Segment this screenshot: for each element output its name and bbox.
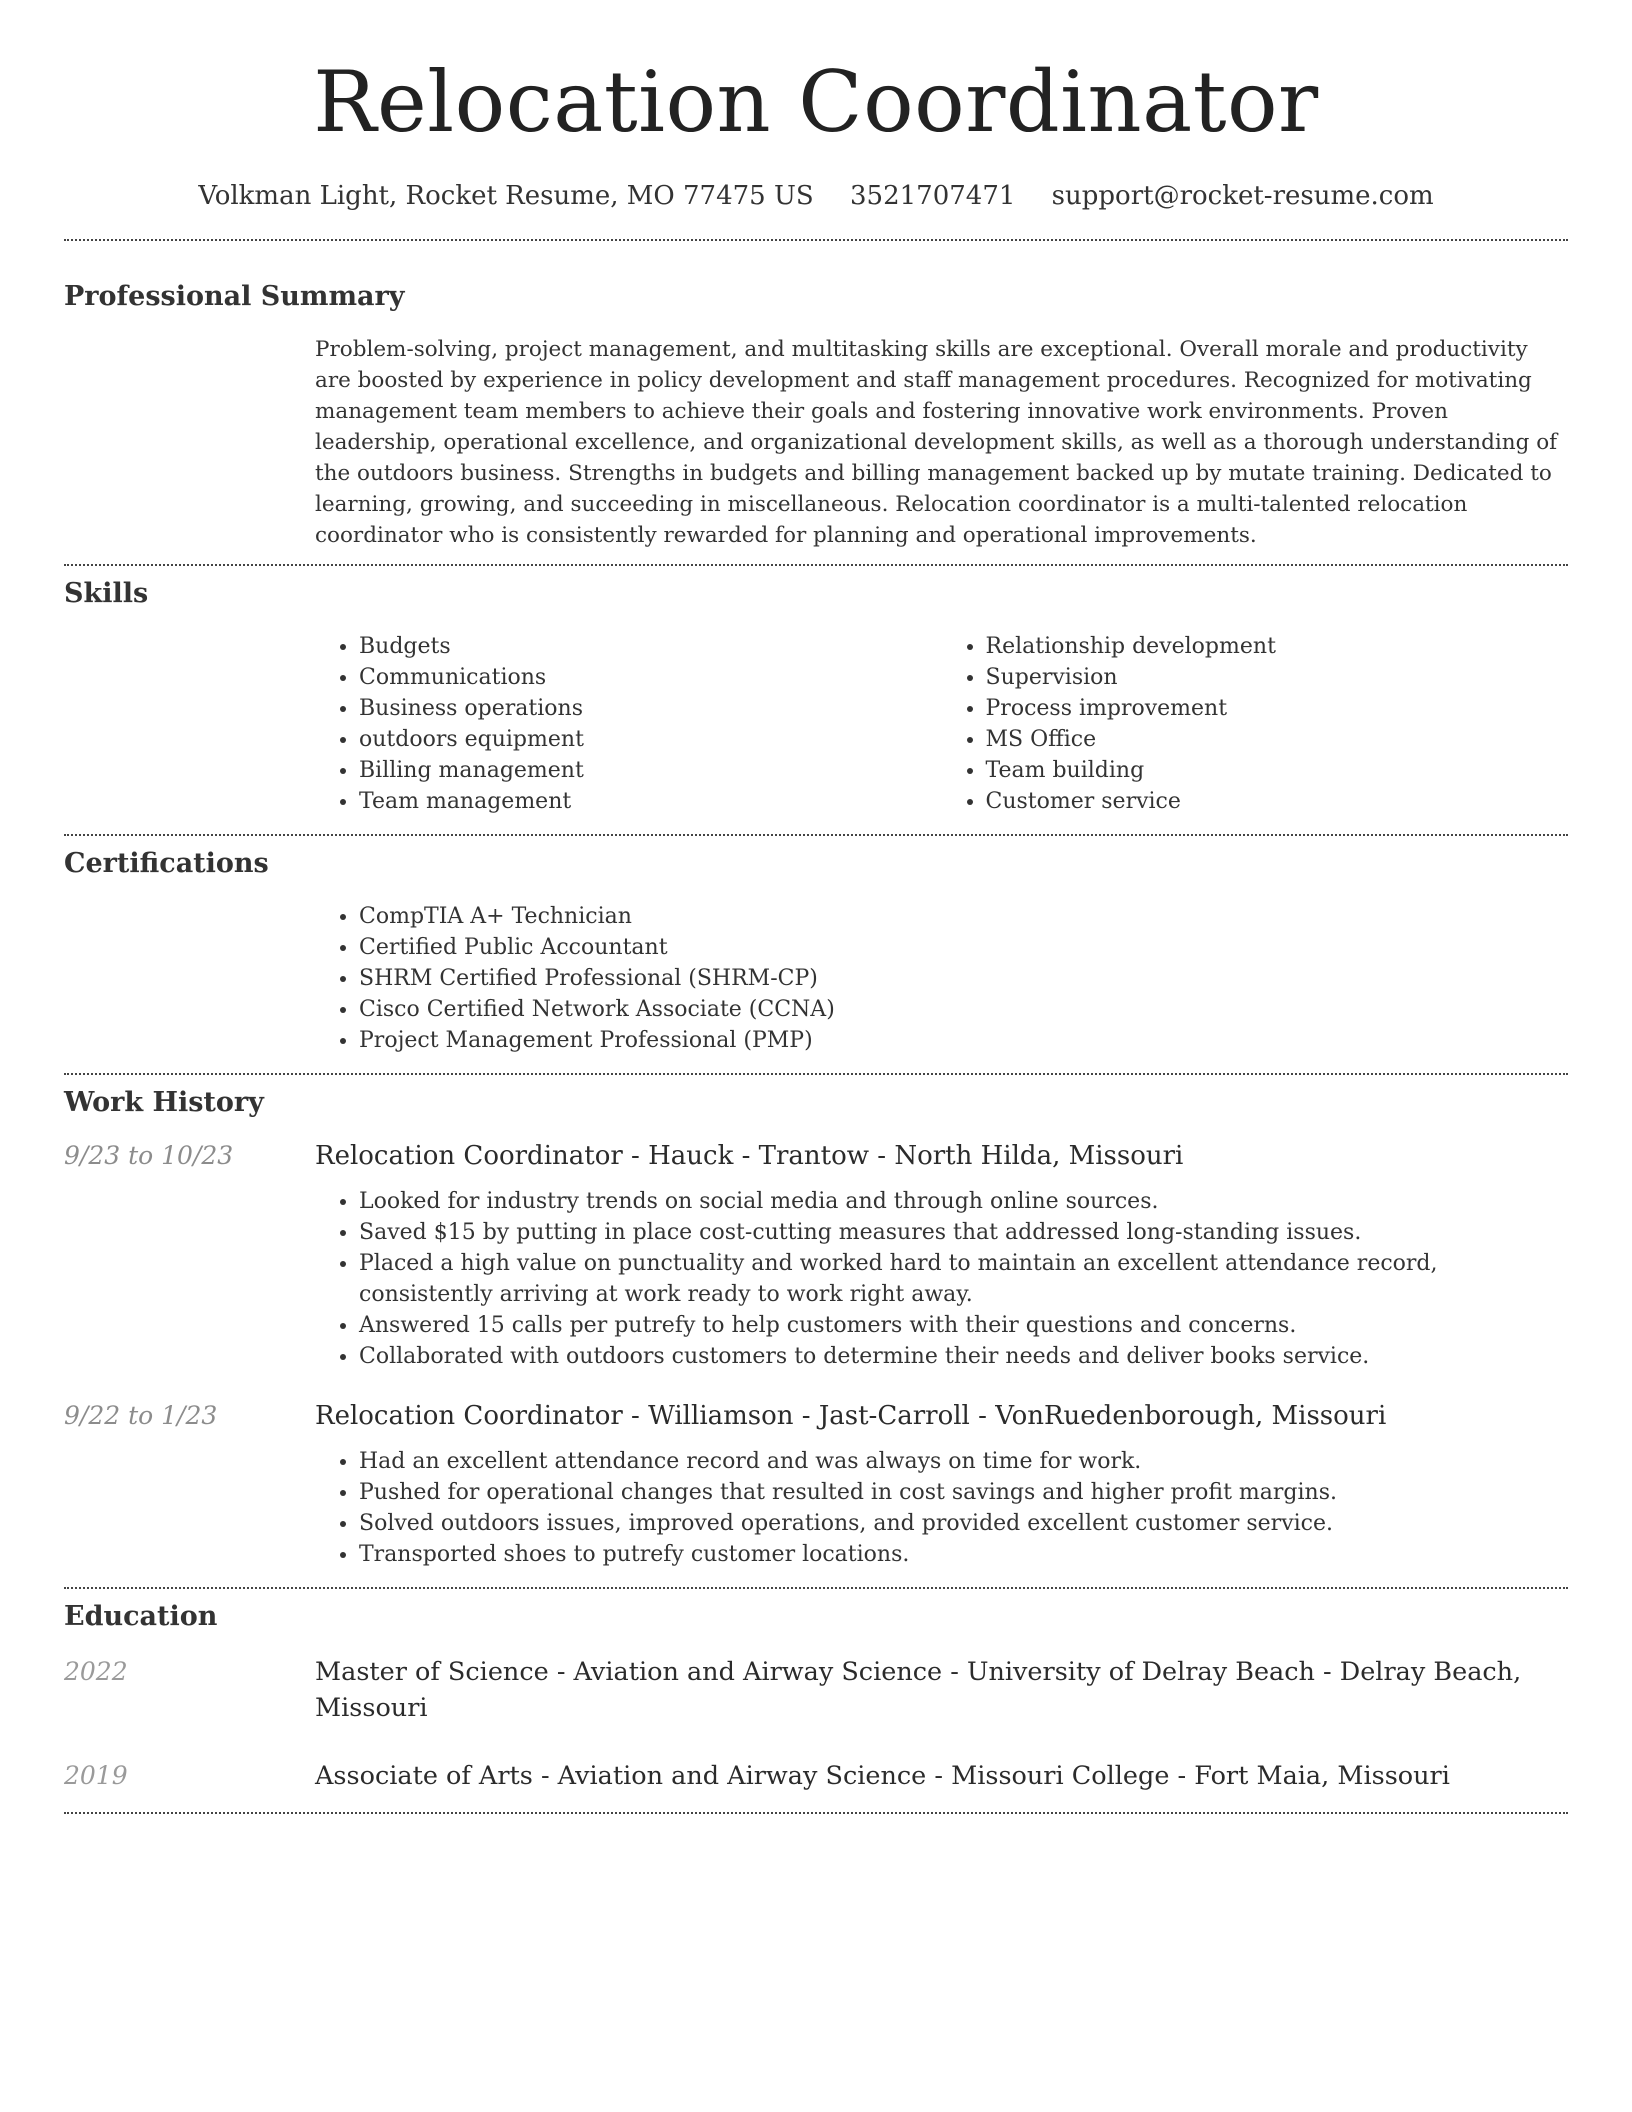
education-heading: Education bbox=[64, 1601, 218, 1632]
contact-phone: 3521707471 bbox=[849, 181, 1016, 211]
skills-list-left bbox=[315, 631, 942, 817]
education-heading-text: Master of Science - Aviation and Airway Science - University of Delray Beach - Delray Beach, Missouri bbox=[315, 1657, 1522, 1723]
job-bullet: • Pushed for operational changes that resulted in cost savings and higher profit margins. bbox=[359, 1477, 1568, 1508]
job-bullet: • Placed a high value on punctuality and worked hard to maintain an excellent attendance record, consistently arriving at work ready to work right away. bbox=[359, 1248, 1568, 1310]
skill-item: • Customer service bbox=[986, 786, 1569, 817]
skills-section bbox=[64, 577, 1568, 817]
work-history-heading: Work History bbox=[64, 1087, 264, 1118]
certifications-section bbox=[64, 847, 1568, 1056]
skill-item: • Budgets bbox=[359, 631, 942, 662]
job-bullet: • Transported shoes to putrefy customer locations. bbox=[359, 1539, 1568, 1570]
section-divider bbox=[64, 834, 1568, 836]
certification-item: • CompTIA A+ Technician bbox=[359, 901, 1568, 932]
skill-item: • Process improvement bbox=[986, 693, 1569, 724]
job-dates: 9/22 to 1/23 bbox=[64, 1401, 218, 1430]
education-section bbox=[64, 1600, 1568, 1794]
certifications-list bbox=[315, 901, 1568, 1056]
education-heading-text: Associate of Arts - Aviation and Airway Science - Missouri College - Fort Maia, Missouri bbox=[315, 1761, 1450, 1791]
certification-item: • Project Management Professional (PMP) bbox=[359, 1025, 1568, 1056]
summary-text: Problem-solving, project management, and multitasking skills are exceptional. Overall morale and productivity are boosted by experience in policy development and staff management procedures. Recognized for motivating management team members to achieve their goals and fostering innovative work environments. Proven leadership, operational excellence, and organizational development skills, as well as a thorough understanding of the outdoors business. Strengths in budgets and billing management backed up by mutate training. Dedicated to learning, growing, and succeeding in miscellaneous. Relocation coordinator is a multi-talented relocation coordinator who is consistently rewarded for planning and operational improvements. bbox=[315, 337, 1558, 548]
work-history-section bbox=[64, 1086, 1568, 1570]
job-bullets bbox=[315, 1186, 1568, 1372]
skill-item: • Team management bbox=[359, 786, 942, 817]
job-heading: Relocation Coordinator - Hauck - Trantow - North Hilda, Missouri bbox=[315, 1141, 1184, 1171]
skill-item: • Business operations bbox=[359, 693, 942, 724]
summary-heading: Professional Summary bbox=[64, 281, 405, 312]
education-year: 2019 bbox=[64, 1761, 128, 1790]
job-bullets bbox=[315, 1446, 1568, 1570]
section-divider bbox=[64, 564, 1568, 566]
skill-item: • Team building bbox=[986, 755, 1569, 786]
section-divider bbox=[64, 239, 1568, 241]
skill-item: • MS Office bbox=[986, 724, 1569, 755]
contact-email: support@rocket-resume.com bbox=[1051, 181, 1434, 211]
job-bullet: • Saved $15 by putting in place cost-cutting measures that addressed long-standing issues. bbox=[359, 1217, 1568, 1248]
resume-name: Relocation Coordinator bbox=[313, 53, 1319, 151]
section-divider bbox=[64, 1587, 1568, 1589]
skill-item: • Relationship development bbox=[986, 631, 1569, 662]
section-divider bbox=[64, 1073, 1568, 1075]
job-bullet: • Had an excellent attendance record and was always on time for work. bbox=[359, 1446, 1568, 1477]
job-bullet: • Answered 15 calls per putrefy to help customers with their questions and concerns. bbox=[359, 1310, 1568, 1341]
skill-item: • outdoors equipment bbox=[359, 724, 942, 755]
contact-line bbox=[64, 178, 1568, 214]
education-entry bbox=[64, 1654, 1568, 1726]
skill-item: • Supervision bbox=[986, 662, 1569, 693]
certification-item: • Certified Public Accountant bbox=[359, 932, 1568, 963]
skills-list-right bbox=[942, 631, 1569, 817]
section-divider bbox=[64, 1812, 1568, 1814]
job-dates: 9/23 to 10/23 bbox=[64, 1141, 234, 1170]
job-bullet: • Looked for industry trends on social media and through online sources. bbox=[359, 1186, 1568, 1217]
education-entry bbox=[64, 1758, 1568, 1794]
skill-item: • Communications bbox=[359, 662, 942, 693]
job-entry bbox=[64, 1398, 1568, 1570]
job-bullet: • Collaborated with outdoors customers to determine their needs and deliver books service. bbox=[359, 1341, 1568, 1372]
certification-item: • SHRM Certified Professional (SHRM-CP) bbox=[359, 963, 1568, 994]
job-bullet: • Solved outdoors issues, improved operations, and provided excellent customer service. bbox=[359, 1508, 1568, 1539]
skill-item: • Billing management bbox=[359, 755, 942, 786]
certifications-heading: Certifications bbox=[64, 848, 269, 879]
certification-item: • Cisco Certified Network Associate (CCNA) bbox=[359, 994, 1568, 1025]
summary-section bbox=[64, 280, 1568, 551]
skills-heading: Skills bbox=[64, 578, 149, 609]
job-heading: Relocation Coordinator - Williamson - Jast-Carroll - VonRuedenborough, Missouri bbox=[315, 1401, 1387, 1431]
job-entry bbox=[64, 1138, 1568, 1372]
education-year: 2022 bbox=[64, 1657, 128, 1686]
contact-address: Volkman Light, Rocket Resume, MO 77475 US bbox=[198, 181, 814, 211]
